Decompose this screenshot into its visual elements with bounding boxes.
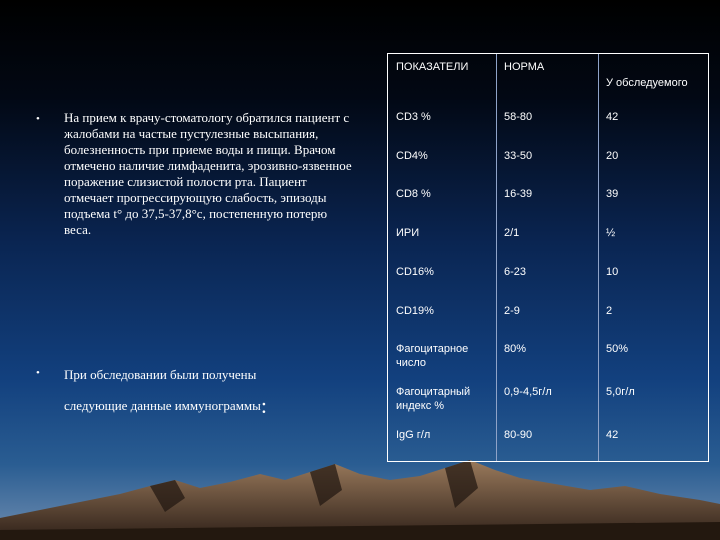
row-patient: 39 (606, 188, 619, 200)
case-paragraph: На прием к врачу-стоматологу обратился пациент с жалобами на частые пустулезные высыпания, болезненность при приеме воды и пищи. Врачом отмечено наличие лимфаденита, эрозивно-язвенное поражение слизистой полости рта. Пациент отмечает прогрессирующую слабость, эпизоды подъема t° до 37,5-37,8°c, постепенную потерю веса. (64, 110, 352, 237)
row-indicator: ИРИ (396, 227, 420, 239)
row-indicator: Фагоцитарный индекс % (396, 386, 471, 412)
row-patient: 42 (606, 111, 619, 123)
row-patient: 5,0г/л (606, 386, 635, 398)
row-patient: 10 (606, 266, 619, 278)
bullet-marker: • (36, 113, 40, 125)
findings-intro-colon: : (260, 393, 268, 418)
row-patient: 2 (606, 305, 613, 317)
row-indicator: CD19% (396, 305, 434, 317)
row-patient: 50% (606, 343, 629, 355)
row-indicator: CD8 % (396, 188, 431, 200)
row-indicator: CD3 % (396, 111, 431, 123)
row-indicator: IgG г/л (396, 429, 431, 441)
row-norm: 2-9 (504, 305, 520, 317)
row-indicator: CD4% (396, 150, 428, 162)
row-norm: 80-90 (504, 429, 533, 441)
findings-intro-text: следующие данные иммунограммы (64, 398, 261, 413)
row-patient: 20 (606, 150, 619, 162)
bullet-marker: • (36, 367, 40, 379)
row-patient: ½ (606, 227, 616, 239)
findings-intro-line2 (64, 393, 354, 418)
row-norm: 2/1 (504, 227, 520, 239)
column-divider (496, 54, 497, 461)
row-indicator: CD16% (396, 266, 434, 278)
row-norm: 58-80 (504, 111, 533, 123)
header-norm: НОРМА (504, 61, 545, 73)
row-norm: 33-50 (504, 150, 533, 162)
row-norm: 6-23 (504, 266, 527, 278)
header-patient: У обследуемого (606, 77, 688, 89)
row-patient: 42 (606, 429, 619, 441)
immunogram-table (387, 53, 709, 462)
findings-intro-line1: При обследовании были получены (64, 367, 257, 382)
row-norm: 80% (504, 343, 527, 355)
header-indicator: ПОКАЗАТЕЛИ (396, 61, 469, 73)
row-indicator: Фагоцитарное число (396, 343, 469, 369)
row-norm: 0,9-4,5г/л (504, 386, 552, 398)
row-norm: 16-39 (504, 188, 533, 200)
